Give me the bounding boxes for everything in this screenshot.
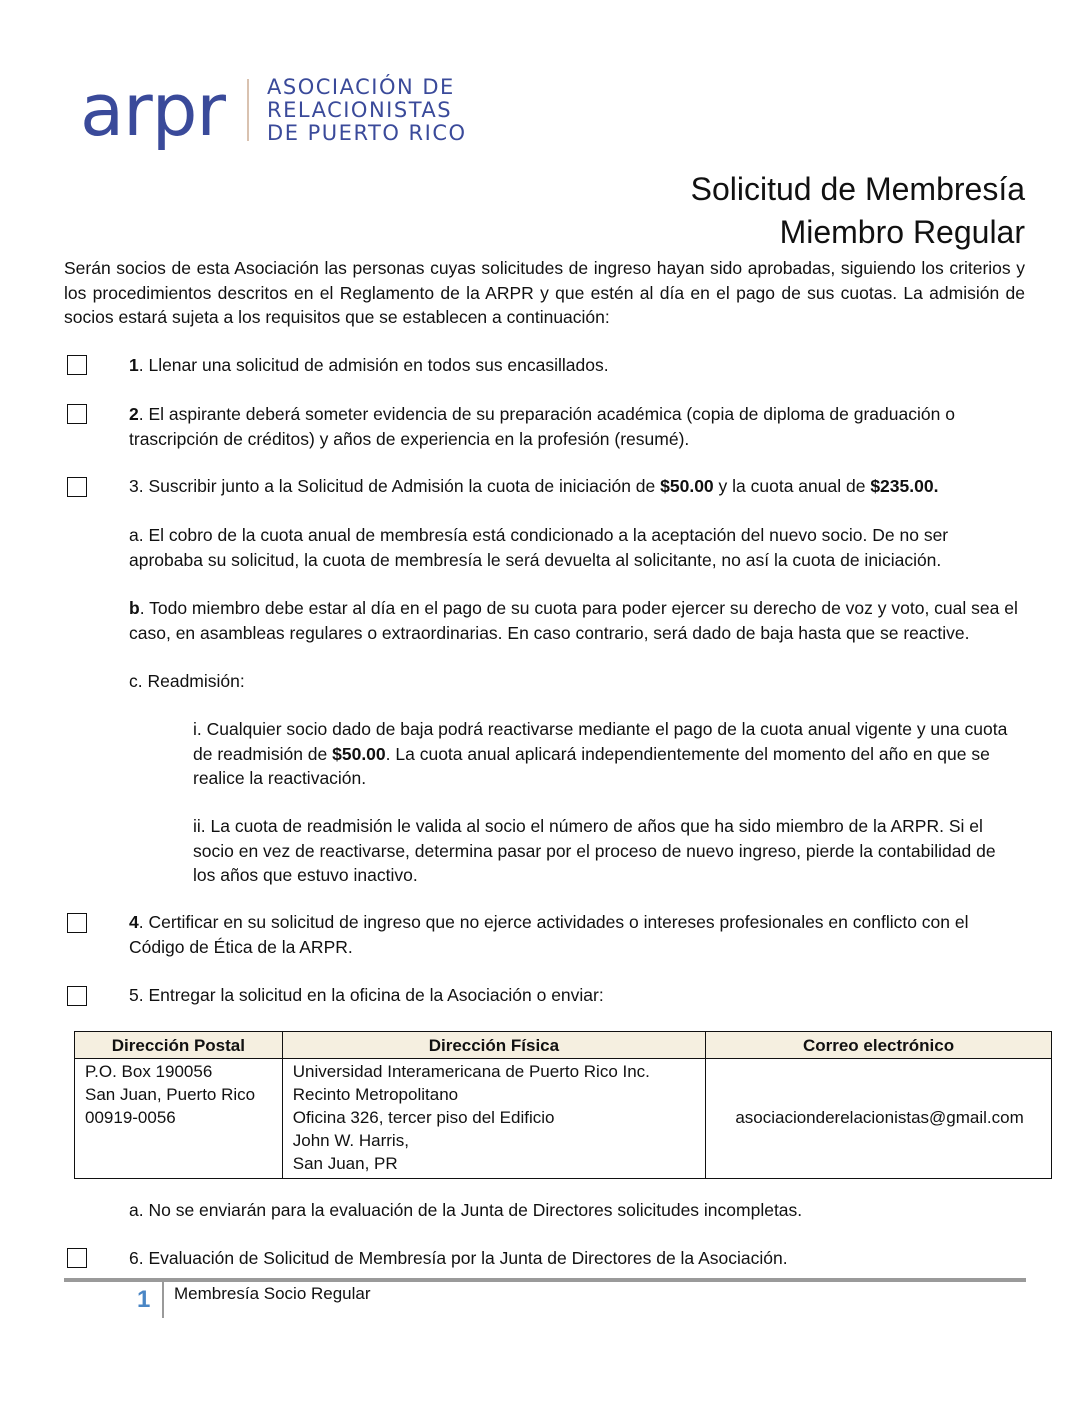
- logo-name: [267, 76, 467, 145]
- email-address[interactable]: asociacionderelacionistas@gmail.com: [706, 1059, 1052, 1179]
- physical-line: San Juan, PR: [292, 1154, 398, 1173]
- readmission-fee: $50.00: [332, 743, 386, 764]
- page-number: 1: [137, 1286, 151, 1313]
- footer-divider: [162, 1282, 164, 1318]
- initiation-fee: $50.00: [660, 476, 714, 496]
- table-row: [75, 1059, 1052, 1179]
- item-2-text: . El aspirante deberá someter evidencia de su preparación académica (copia de diploma de graduación o trascripción de créditos) y años de experiencia en la profesión (resumé).: [129, 404, 955, 449]
- title-line-1: Solicitud de Membresía: [690, 171, 1025, 207]
- item-3-text-mid: y la cuota anual de: [713, 476, 871, 496]
- item-3-text: 3. Suscribir junto a la Solicitud de Admisión la cuota de iniciación de: [129, 476, 661, 496]
- header-email: Correo electrónico: [706, 1032, 1052, 1059]
- item-3c-i-text-end: . La cuota anual aplicará independientemente del momento del año en que se realice la reactivación.: [193, 743, 990, 788]
- logo-name-line-2: RELACIONISTAS: [267, 97, 453, 122]
- address-table-header: [75, 1032, 1052, 1059]
- arpr-logo: [80, 68, 467, 152]
- physical-line: John W. Harris,: [292, 1131, 409, 1150]
- item-6-checkbox[interactable]: [67, 1248, 87, 1268]
- item-3-checkbox[interactable]: [67, 477, 87, 497]
- item-3c: c. Readmisión:: [129, 671, 245, 691]
- postal-line: San Juan, Puerto Rico: [85, 1085, 256, 1104]
- item-4-text: . Certificar en su solicitud de ingreso que no ejerce actividades o intereses profesionales en conflicto con el Código de Ética de la ARPR.: [129, 912, 969, 957]
- address-table: [74, 1031, 1052, 1179]
- header-physical: Dirección Física: [282, 1032, 705, 1059]
- logo-divider: [247, 79, 249, 141]
- header-postal: Dirección Postal: [75, 1032, 283, 1059]
- footer-text: Membresía Socio Regular: [174, 1284, 371, 1303]
- item-6: 6. Evaluación de Solicitud de Membresía por la Junta de Directores de la Asociación.: [129, 1248, 788, 1268]
- item-4-number: 4: [129, 912, 139, 932]
- item-2-checkbox[interactable]: [67, 404, 87, 424]
- item-1: [129, 353, 1029, 378]
- item-3a: a. El cobro de la cuota anual de membresía está condicionado a la aceptación del nuevo socio. De no ser aprobaba su solicitud, la cuota de membresía le será devuelta al solicitante, no así la cuota de iniciación.: [129, 525, 949, 570]
- intro-paragraph: Serán socios de esta Asociación las personas cuyas solicitudes de ingreso hayan sido aprobadas, siguiendo los criterios y los procedimientos descritos en el Reglamento de la ARPR y que estén al día en el pago de sus cuotas. La admisión de socios estará sujeta a los requisitos que se establecen a continuación:: [64, 258, 1025, 327]
- item-4: [129, 910, 1009, 959]
- item-3b-label: b: [129, 598, 140, 618]
- logo-mark: arpr: [80, 68, 226, 152]
- physical-line: Recinto Metropolitano: [292, 1085, 459, 1104]
- item-1-checkbox[interactable]: [67, 355, 87, 375]
- item-3b-text: . Todo miembro debe estar al día en el pago de su cuota para poder ejercer su derecho de voz y voto, cual sea el caso, en asambleas regulares o extraordinarias. En caso contrario, será dado de baja hasta que se reactive.: [129, 598, 1018, 643]
- item-1-number: 1: [129, 355, 139, 375]
- item-3: [129, 474, 1029, 499]
- item-4-checkbox[interactable]: [67, 913, 87, 933]
- physical-line: Universidad Interamericana de Puerto Rico Inc.: [292, 1062, 650, 1081]
- postal-line: 00919-0056: [85, 1108, 176, 1127]
- document-title: [691, 168, 1025, 254]
- item-5: 5. Entregar la solicitud en la oficina de la Asociación o enviar:: [129, 985, 604, 1005]
- physical-line: Oficina 326, tercer piso del Edificio: [292, 1108, 555, 1127]
- title-line-2: Miembro Regular: [779, 214, 1025, 250]
- logo-name-line-3: DE PUERTO RICO: [267, 120, 467, 145]
- postal-address: [75, 1059, 283, 1179]
- logo-name-line-1: ASOCIACIÓN DE: [267, 74, 455, 99]
- item-3c-ii: ii. La cuota de readmisión le valida al socio el número de años que ha sido miembro de la ARPR. Si el socio en vez de reactivarse, determina pasar por el proceso de nuevo ingreso, pierde la contabilidad de los años que estuvo inactivo.: [193, 816, 996, 885]
- item-3b: [129, 596, 1024, 645]
- item-1-text: . Llenar una solicitud de admisión en todos sus encasillados.: [138, 355, 609, 375]
- item-3c-i-text: i. Cualquier socio dado de baja podrá reactivarse mediante el pago de la cuota anual vigente y una cuota de readmisión de: [193, 719, 1008, 764]
- item-2: [129, 402, 1009, 451]
- physical-address: [282, 1059, 705, 1179]
- annual-fee: $235.00.: [870, 476, 939, 496]
- item-5a: a. No se enviarán para la evaluación de la Junta de Directores solicitudes incompletas.: [129, 1200, 803, 1220]
- footer-rule: [64, 1278, 1026, 1282]
- item-2-number: 2: [129, 404, 139, 424]
- postal-line: P.O. Box 190056: [85, 1062, 213, 1081]
- item-5-checkbox[interactable]: [67, 986, 87, 1006]
- item-3c-i: [193, 717, 1028, 791]
